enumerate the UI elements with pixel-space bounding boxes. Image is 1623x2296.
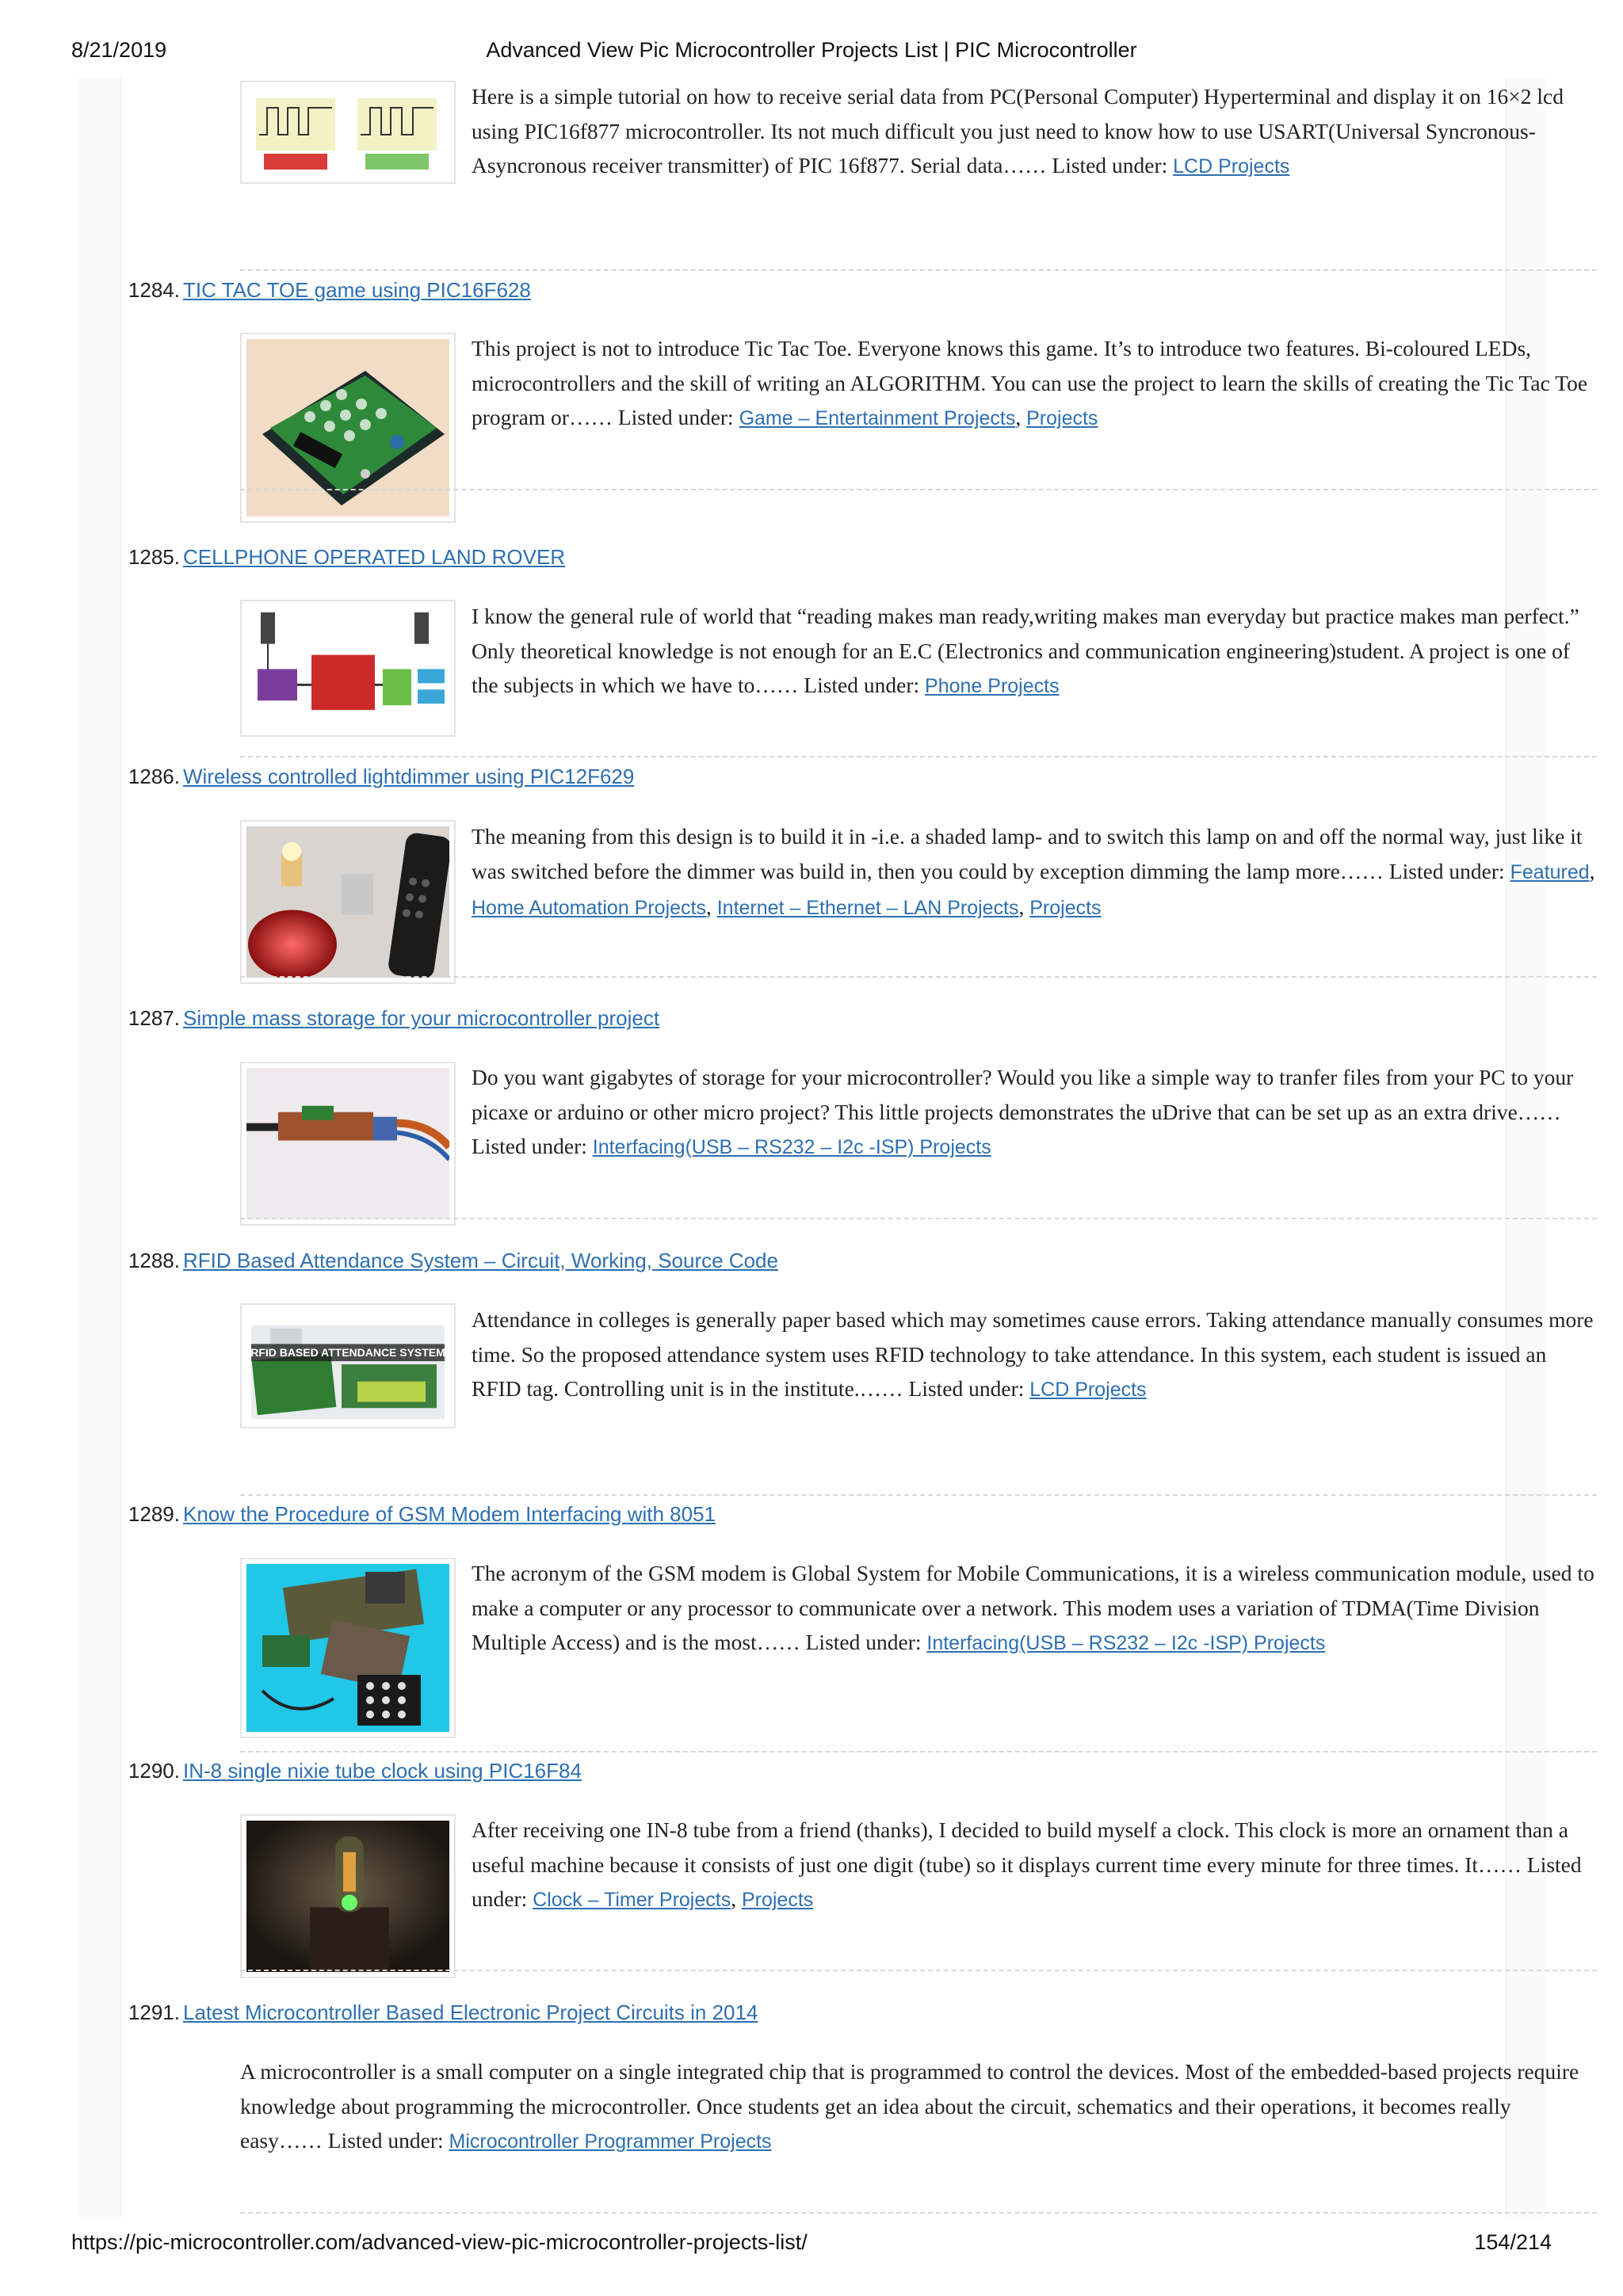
category-link[interactable]: Microcontroller Programmer Projects (449, 2130, 772, 2153)
entry-thumbnail-rfid[interactable] (240, 1303, 456, 1428)
entry-thumbnail-nixie-clock[interactable] (240, 1814, 456, 1978)
entry-description: The acronym of the GSM modem is Global System for Mobile Communications, it is a wireless communication module, used to make a computer or any processor to communicate over a network. This modem uses a variation of TDMA(Time Division Multiple Access) and is the most…… Listed under: Interfacing(USB – RS232 – I2c -ISP) Projects (472, 1561, 1594, 1654)
udrive-board-image (246, 1068, 449, 1219)
rover-block-diagram-image (246, 606, 449, 730)
category-link[interactable]: LCD Projects (1173, 155, 1290, 177)
category-link[interactable]: Clock – Timer Projects (533, 1889, 731, 1911)
entry-heading-1287: 1287. Simple mass storage for your microcontroller project (128, 1006, 660, 1030)
entry-title-link[interactable]: RFID Based Attendance System – Circuit, Working, Source Code (183, 1249, 778, 1272)
lamp-remote-image (246, 826, 449, 978)
category-link[interactable]: Projects (741, 1889, 814, 1911)
category-link[interactable]: Phone Projects (925, 675, 1060, 697)
entry-divider (240, 2212, 1597, 2214)
entry-heading-1290: 1290. IN-8 single nixie tube clock using PIC16F84 (128, 1759, 582, 1783)
category-link[interactable]: Home Automation Projects (472, 897, 706, 919)
nixie-clock-image (246, 1821, 449, 1972)
entry-description: I know the general rule of world that “reading makes man ready,writing makes man everyday but practice makes man perfect.” Only theoretical knowledge is not enough for an E.C (Electronics and communication engineering)student. A project is one of the subjects in which we have to…… Listed under: Phone Projects (472, 604, 1579, 697)
entry-heading-1288: 1288. RFID Based Attendance System – Circuit, Working, Source Code (128, 1249, 778, 1272)
category-link[interactable]: Projects (1029, 897, 1102, 919)
entry-description: After receiving one IN-8 tube from a friend (thanks), I decided to build myself a clock. This clock is more an ornament than a useful machine because it consists of just one digit (tube) so it displays current time every minute for three times. It…… Listed under: Clock – Timer Projects, Projects (472, 1817, 1582, 1911)
entry-description: Attendance in colleges is generally paper based which may sometimes cause errors. Taking attendance manually consumes more time. So the proposed attendance system uses RFID technology to take attendance. In this system, each student is issued an RFID tag. Controlling unit is in the institute.…… Listed under: LCD Projects (472, 1307, 1594, 1401)
entry-title-link[interactable]: Latest Microcontroller Based Electronic Project Circuits in 2014 (183, 2000, 758, 2024)
gsm-modem-image (246, 1564, 449, 1732)
entry-description: This project is not to introduce Tic Tac Toe. Everyone knows this game. It’s to introduce two features. Bi-coloured LEDs, microcontrollers and the skill of writing an ALGORITHM. You can use the project to learn the skills of creating the Tic Tac Toe program or…… Listed under: Game – Entertainment Projects, Projects (472, 336, 1588, 429)
project-list (120, 78, 1595, 2217)
print-footer (71, 2230, 1552, 2262)
entry-divider (240, 976, 1597, 978)
entry-title-link[interactable]: Wireless controlled lightdimmer using PIC12F629 (183, 765, 635, 788)
entry-divider (240, 756, 1597, 757)
entry-divider (240, 1218, 1597, 1219)
entry-thumbnail-land-rover[interactable] (240, 600, 456, 737)
entry-heading-1285: 1285. CELLPHONE OPERATED LAND ROVER (128, 545, 566, 569)
print-url: https://pic-microcontroller.com/advanced-view-pic-microcontroller-projects-list/ (71, 2230, 808, 2254)
entry-title-link[interactable]: TIC TAC TOE game using PIC16F628 (183, 278, 531, 302)
entry-divider (240, 1494, 1597, 1496)
print-header (71, 38, 1552, 70)
entry-heading-1284: 1284. TIC TAC TOE game using PIC16F628 (128, 278, 531, 302)
category-link[interactable]: Interfacing(USB – RS232 – I2c -ISP) Projects (592, 1136, 991, 1158)
entry-heading-1291: 1291. Latest Microcontroller Based Electronic Project Circuits in 2014 (128, 2000, 758, 2024)
entry-description: A microcontroller is a small computer on a single integrated chip that is programmed to control the devices. Most of the embedded-based projects require knowledge about programming the microcontroller. Once students get an idea about the circuit, schematics and their operations, it becomes really easy…… Listed under: Microcontroller Programmer Projects (240, 2059, 1579, 2153)
entry-thumbnail-tictactoe[interactable] (240, 333, 456, 523)
thumbnail-caption: RFID BASED ATTENDANCE SYSTEM (250, 1346, 445, 1360)
print-title: Advanced View Pic Microcontroller Projects List | PIC Microcontroller (486, 38, 1137, 62)
entry-thumbnail-mass-storage[interactable] (240, 1062, 456, 1226)
category-link[interactable]: Projects (1026, 407, 1098, 429)
entry-description: Do you want gigabytes of storage for your microcontroller? Would you like a simple way to tranfer files from your PC to your picaxe or arduino or other micro project? This little projects demonstrates the uDrive that can be set up as an extra drive…… Listed under: Interfacing(USB – RS232 – I2c -ISP) Projects (472, 1065, 1574, 1158)
page-sheet (79, 78, 1595, 2217)
entry-title-link[interactable]: CELLPHONE OPERATED LAND ROVER (183, 545, 566, 569)
entry-title-link[interactable]: IN-8 single nixie tube clock using PIC16F84 (183, 1759, 582, 1783)
category-link[interactable]: LCD Projects (1029, 1379, 1147, 1401)
print-date: 8/21/2019 (71, 38, 167, 62)
entry-divider (240, 1751, 1597, 1753)
entry-description: The meaning from this design is to build it in -i.e. a shaded lamp- and to switch this lamp on and off the normal way, just like it was switched before the dimmer was build in, then you could by exception dimming the lamp more…… Listed under: Featured, Home Automation Projects, Internet – Ethernet – LAN Projects, Projects (472, 824, 1595, 919)
entry-divider (240, 269, 1597, 271)
category-link[interactable]: Interfacing(USB – RS232 – I2c -ISP) Projects (926, 1632, 1326, 1654)
category-link[interactable]: Internet – Ethernet – LAN Projects (716, 897, 1019, 919)
entry-title-link[interactable]: Simple mass storage for your microcontroller project (183, 1006, 660, 1030)
category-link[interactable]: Game – Entertainment Projects (739, 407, 1016, 429)
entry-thumbnail-light-dimmer[interactable] (240, 820, 456, 984)
entry-title-link[interactable]: Know the Procedure of GSM Modem Interfacing with 8051 (183, 1502, 716, 1526)
entry-divider (240, 489, 1597, 490)
rfid-system-image (246, 1310, 449, 1422)
entry-description: Here is a simple tutorial on how to receive serial data from PC(Personal Computer) Hyperterminal and display it on 16×2 lcd using PIC16f877 microcontroller. Its not much difficult you just need to know how to use USART(Universal Syncronous-Asyncronous receiver transmitter) of PIC 16f877. Serial data…… Listed under: LCD Projects (472, 84, 1564, 177)
entry-divider (240, 1970, 1597, 1971)
serial-waveform-image (246, 87, 449, 177)
entry-heading-1289: 1289. Know the Procedure of GSM Modem Interfacing with 8051 (128, 1502, 716, 1526)
entry-thumbnail-serial-lcd[interactable] (240, 81, 456, 184)
entry-thumbnail-gsm-modem[interactable] (240, 1558, 456, 1738)
page-number: 154/214 (1474, 2230, 1552, 2254)
entry-heading-1286: 1286. Wireless controlled lightdimmer using PIC12F629 (128, 765, 635, 788)
category-link[interactable]: Featured (1510, 860, 1590, 883)
